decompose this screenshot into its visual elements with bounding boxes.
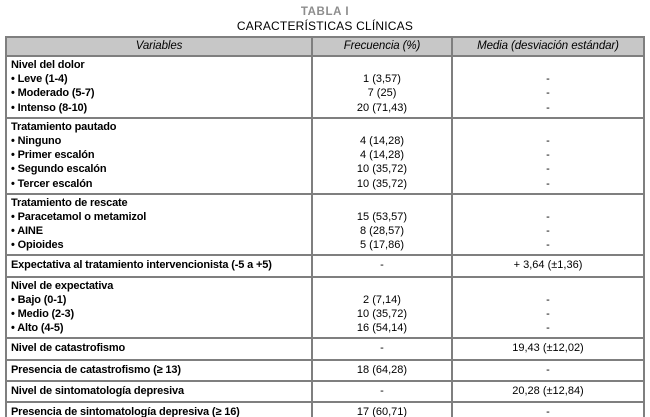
variable-cell bbox=[6, 194, 312, 256]
spacer-line bbox=[457, 279, 639, 293]
frequency-cell bbox=[312, 402, 452, 417]
row-label: Nivel de catastrofismo bbox=[11, 342, 126, 355]
header-frecuencia: Frecuencia (%) bbox=[312, 37, 452, 56]
frequency-cell bbox=[312, 277, 452, 339]
variable-cell bbox=[6, 277, 312, 339]
variable-cell bbox=[6, 338, 312, 359]
table-body bbox=[6, 56, 644, 417]
media-value: - bbox=[546, 322, 550, 335]
bullet-item: • Tercer escalón bbox=[11, 177, 93, 190]
frequency-value: - bbox=[380, 342, 384, 355]
media-value: 20,28 (±12,84) bbox=[512, 384, 584, 397]
frequency-value: 1 (3,57) bbox=[363, 73, 401, 86]
media-value: - bbox=[546, 87, 550, 100]
frequency-cell bbox=[312, 360, 452, 381]
media-value: + 3,64 (±1,36) bbox=[513, 259, 583, 272]
variable-cell bbox=[6, 255, 312, 276]
frequency-value: 16 (54,14) bbox=[356, 322, 408, 335]
variable-cell bbox=[6, 56, 312, 118]
media-value: - bbox=[546, 177, 550, 190]
group-label: Nivel de expectativa bbox=[11, 279, 114, 292]
media-value: - bbox=[546, 405, 550, 417]
media-cell bbox=[452, 56, 644, 118]
table-number: TABLA I bbox=[300, 6, 350, 18]
bullet-item: • Intenso (8-10) bbox=[11, 101, 88, 114]
media-value: - bbox=[546, 363, 550, 376]
media-value: - bbox=[546, 149, 550, 162]
media-cell bbox=[452, 255, 644, 276]
spacer-line bbox=[317, 58, 447, 72]
spacer-line bbox=[317, 196, 447, 210]
bullet-item: • Bajo (0-1) bbox=[11, 293, 67, 306]
media-cell bbox=[452, 118, 644, 194]
row-label: Presencia de catastrofismo (≥ 13) bbox=[11, 363, 181, 376]
bullet-item: • Moderado (5-7) bbox=[11, 87, 95, 100]
table-title: CARACTERÍSTICAS CLÍNICAS bbox=[236, 19, 414, 33]
media-value: - bbox=[546, 134, 550, 147]
frequency-value: 8 (28,57) bbox=[359, 225, 405, 238]
bullet-item: • Ninguno bbox=[11, 134, 62, 147]
frequency-value: 10 (35,72) bbox=[356, 177, 408, 190]
frequency-value: 2 (7,14) bbox=[363, 293, 401, 306]
frequency-value: 15 (53,57) bbox=[356, 210, 408, 223]
spacer-line bbox=[457, 196, 639, 210]
row-label: Expectativa al tratamiento intervencionista (-5 a +5) bbox=[11, 259, 272, 272]
frequency-value: 4 (14,28) bbox=[359, 134, 405, 147]
bullet-item: • Alto (4-5) bbox=[11, 322, 64, 335]
frequency-value: 4 (14,28) bbox=[359, 149, 405, 162]
media-cell bbox=[452, 194, 644, 256]
table-row bbox=[6, 360, 644, 381]
header-media: Media (desviación estándar) bbox=[452, 37, 644, 56]
group-row bbox=[6, 118, 644, 194]
media-value: - bbox=[546, 163, 550, 176]
frequency-cell bbox=[312, 338, 452, 359]
bullet-item: • Medio (2-3) bbox=[11, 308, 75, 320]
media-cell bbox=[452, 360, 644, 381]
spacer-line bbox=[457, 120, 639, 134]
header-row bbox=[6, 37, 644, 56]
spacer-line bbox=[457, 58, 639, 72]
header-variables: Variables bbox=[6, 37, 312, 56]
frequency-cell bbox=[312, 194, 452, 256]
group-label: Nivel del dolor bbox=[11, 59, 85, 71]
table-caption bbox=[0, 5, 650, 33]
frequency-value: - bbox=[380, 384, 384, 397]
spacer-line bbox=[317, 120, 447, 134]
media-cell bbox=[452, 381, 644, 402]
media-value: - bbox=[546, 210, 550, 223]
group-row bbox=[6, 194, 644, 256]
variable-cell bbox=[6, 381, 312, 402]
bullet-item: • Segundo escalón bbox=[11, 163, 107, 176]
group-row bbox=[6, 277, 644, 339]
variable-cell bbox=[6, 118, 312, 194]
media-value: - bbox=[546, 101, 550, 114]
frequency-value: 7 (25) bbox=[367, 87, 397, 100]
bullet-item: • AINE bbox=[11, 225, 43, 238]
table-row bbox=[6, 381, 644, 402]
frequency-value: 18 (64,28) bbox=[356, 363, 408, 376]
spacer-line bbox=[317, 279, 447, 293]
frequency-cell bbox=[312, 118, 452, 194]
group-label: Tratamiento pautado bbox=[11, 120, 117, 133]
frequency-value: 17 (60,71) bbox=[356, 405, 408, 417]
frequency-value: - bbox=[380, 259, 384, 272]
frequency-value: 10 (35,72) bbox=[356, 163, 408, 176]
bullet-item: • Paracetamol o metamizol bbox=[11, 210, 147, 223]
media-value: - bbox=[546, 225, 550, 238]
media-cell bbox=[452, 338, 644, 359]
variable-cell bbox=[6, 360, 312, 381]
frequency-value: 10 (35,72) bbox=[356, 308, 408, 320]
table-row bbox=[6, 402, 644, 417]
group-label: Tratamiento de rescate bbox=[11, 196, 128, 209]
frequency-cell bbox=[312, 381, 452, 402]
bullet-item: • Primer escalón bbox=[11, 149, 95, 162]
frequency-value: 20 (71,43) bbox=[356, 101, 408, 114]
frequency-value: 5 (17,86) bbox=[359, 239, 405, 252]
bullet-item: • Leve (1-4) bbox=[11, 73, 68, 86]
group-row bbox=[6, 56, 644, 118]
frequency-cell bbox=[312, 255, 452, 276]
media-value: 19,43 (±12,02) bbox=[512, 342, 584, 355]
media-value: - bbox=[546, 73, 550, 86]
media-cell bbox=[452, 402, 644, 417]
clinical-characteristics-table bbox=[5, 36, 645, 417]
bullet-item: • Opioides bbox=[11, 239, 64, 252]
row-label: Nivel de sintomatología depresiva bbox=[11, 384, 184, 397]
media-value: - bbox=[546, 293, 550, 306]
row-label: Presencia de sintomatología depresiva (≥ 16) bbox=[11, 405, 240, 417]
media-value: - bbox=[546, 239, 550, 252]
table-row bbox=[6, 338, 644, 359]
table-row bbox=[6, 255, 644, 276]
media-value: - bbox=[546, 308, 550, 320]
frequency-cell bbox=[312, 56, 452, 118]
media-cell bbox=[452, 277, 644, 339]
variable-cell bbox=[6, 402, 312, 417]
